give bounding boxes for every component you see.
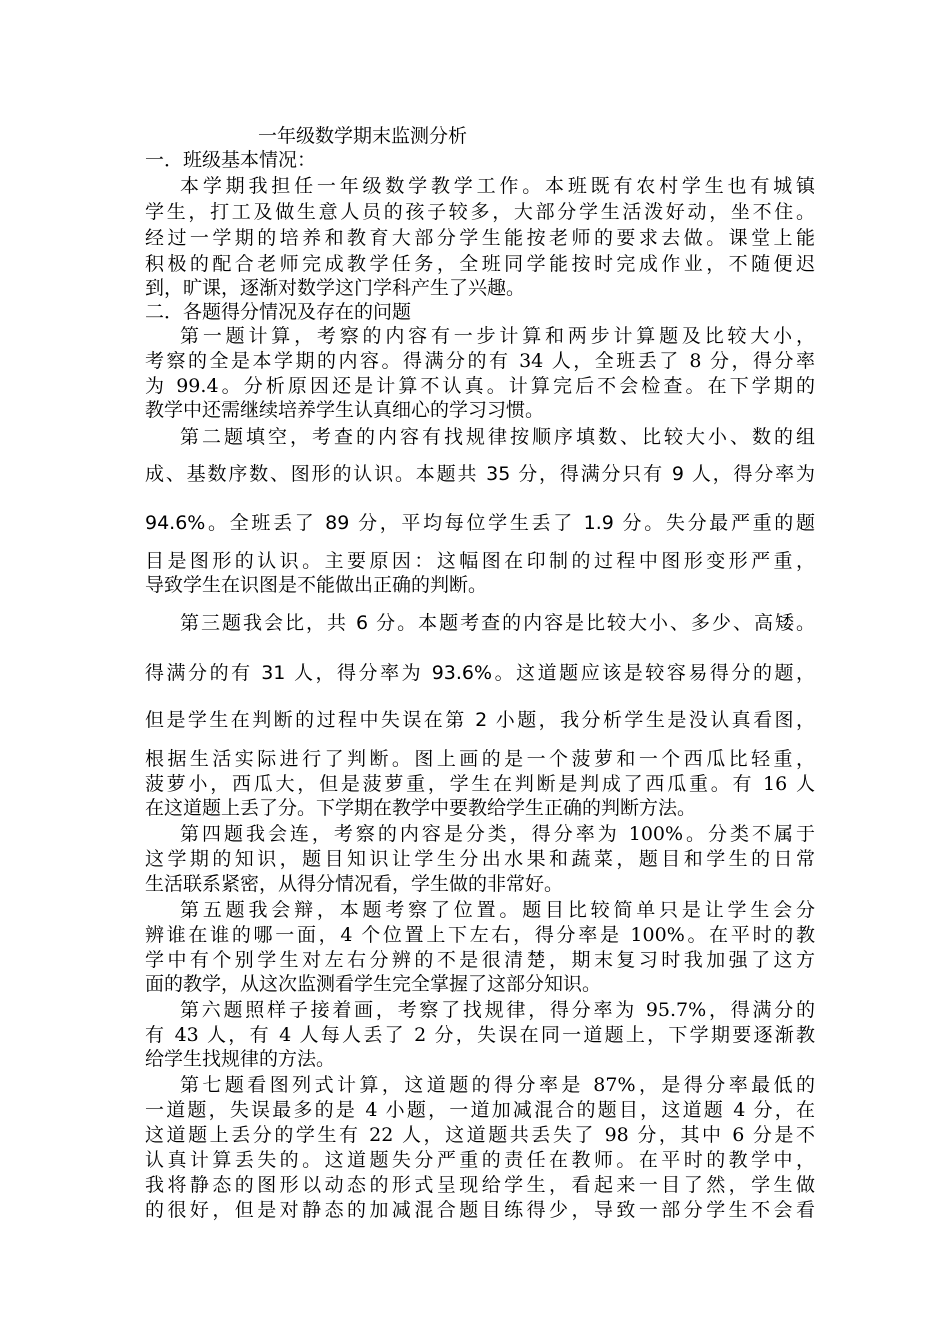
paragraph-line: 给学生找规律的方法。: [145, 1048, 336, 1070]
paragraph-line: 到，旷课，逐渐对数学这门学科产生了兴趣。: [145, 277, 526, 299]
paragraph-line: 第四题我会连，考察的内容是分类，得分率为 100%。分类不属于: [180, 823, 815, 845]
paragraph-line: 有 43 人，有 4 人每人丢了 2 分，失误在同一道题上，下学期要逐渐教: [145, 1024, 815, 1046]
section-heading-2: 二．各题得分情况及存在的问题: [145, 301, 412, 323]
paragraph-line: 辨谁在谁的哪一面，4 个位置上下左右，得分率是 100%。在平时的教: [145, 924, 815, 946]
section-heading-1: 一．班级基本情况：: [145, 149, 317, 171]
document-title: 一年级数学期末监测分析: [258, 125, 468, 147]
paragraph-line: 得满分的有 31 人，得分率为 93.6%。这道题应该是较容易得分的题，: [145, 662, 815, 684]
paragraph-line: 我将静态的图形以动态的形式呈现给学生，看起来一目了然，学生做: [145, 1174, 815, 1196]
paragraph-line: 根据生活实际进行了判断。图上画的是一个菠萝和一个西瓜比轻重，: [145, 748, 815, 770]
paragraph-line: 的很好，但是对静态的加减混合题目练得少，导致一部分学生不会看: [145, 1199, 815, 1221]
paragraph-line: 导致学生在识图是不能做出正确的判断。: [145, 574, 488, 596]
paragraph-line: 第一题计算，考察的内容有一步计算和两步计算题及比较大小，: [180, 325, 815, 347]
paragraph-line: 面的教学，从这次监测看学生完全掌握了这部分知识。: [145, 973, 602, 995]
paragraph-line: 第七题看图列式计算，这道题的得分率是 87%，是得分率最低的: [180, 1074, 815, 1096]
paragraph-line: 第三题我会比，共 6 分。本题考查的内容是比较大小、多少、高矮。: [180, 612, 815, 634]
paragraph-line: 学中有个别学生对左右分辨的不是很清楚，期末复习时我加强了这方: [145, 949, 815, 971]
paragraph-line: 一道题，失误最多的是 4 小题，一道加减混合的题目，这道题 4 分，在: [145, 1099, 815, 1121]
paragraph-line: 第六题照样子接着画，考察了找规律，得分率为 95.7%，得满分的: [180, 999, 815, 1021]
paragraph-line: 在这道题上丢了分。下学期在教学中要教给学生正确的判断方法。: [145, 797, 697, 819]
paragraph-line: 第二题填空，考查的内容有找规律按顺序填数、比较大小、数的组: [180, 426, 815, 448]
paragraph-line: 积极的配合老师完成教学任务，全班同学能按时完成作业，不随便迟: [145, 253, 815, 275]
paragraph-line: 成、基数序数、图形的认识。本题共 35 分，得满分只有 9 人，得分率为: [145, 463, 815, 485]
paragraph-line: 这学期的知识，题目知识让学生分出水果和蔬菜，题目和学生的日常: [145, 848, 815, 870]
paragraph-line: 本学期我担任一年级数学教学工作。本班既有农村学生也有城镇: [180, 175, 815, 197]
paragraph-line: 经过一学期的培养和教育大部分学生能按老师的要求去做。课堂上能: [145, 227, 815, 249]
paragraph-line: 教学中还需继续培养学生认真细心的学习习惯。: [145, 399, 545, 421]
paragraph-line: 学生，打工及做生意人员的孩子较多，大部分学生活泼好动，坐不住。: [145, 201, 815, 223]
paragraph-line: 但是学生在判断的过程中失误在第 2 小题，我分析学生是没认真看图，: [145, 709, 815, 731]
paragraph-line: 目是图形的认识。主要原因：这幅图在印制的过程中图形变形严重，: [145, 550, 815, 572]
paragraph-line: 生活联系紧密，从得分情况看，学生做的非常好。: [145, 873, 564, 895]
paragraph-line: 认真计算丢失的。这道题失分严重的责任在教师。在平时的教学中，: [145, 1149, 815, 1171]
paragraph-line: 这道题上丢分的学生有 22 人，这道题共丢失了 98 分，其中 6 分是不: [145, 1124, 815, 1146]
paragraph-line: 第五题我会辩，本题考察了位置。题目比较简单只是让学生会分: [180, 899, 815, 921]
paragraph-line: 94.6%。全班丢了 89 分，平均每位学生丢了 1.9 分。失分最严重的题: [145, 512, 815, 534]
paragraph-line: 为 99.4。分析原因还是计算不认真。计算完后不会检查。在下学期的: [145, 375, 815, 397]
paragraph-line: 菠萝小，西瓜大，但是菠萝重，学生在判断是判成了西瓜重。有 16 人: [145, 773, 815, 795]
paragraph-line: 考察的全是本学期的内容。得满分的有 34 人，全班丢了 8 分，得分率: [145, 350, 815, 372]
